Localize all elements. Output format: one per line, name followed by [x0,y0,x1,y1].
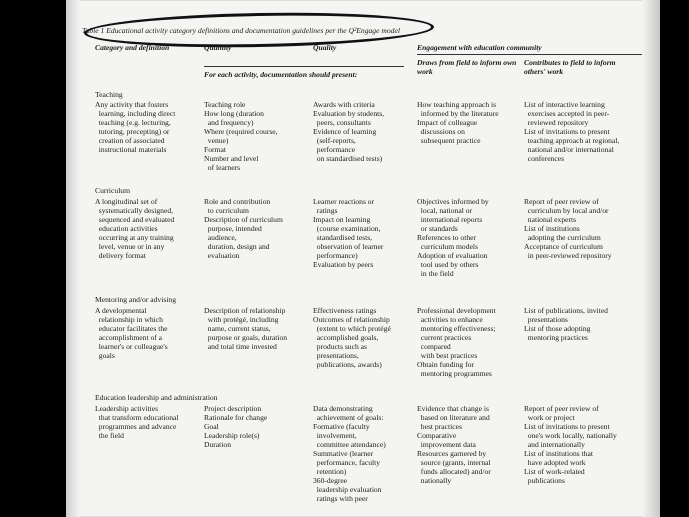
curriculum-category: A longitudinal set of systematically designed, sequenced and evaluated education activities occurring at any training level, venue or in any delivery format [95,197,175,260]
header-quality: Quality [313,43,337,52]
curriculum-quality: Learner reactions or ratings Impact on learning (course examination, standardised tests, observation of learner performance) Evaluation by peers [313,197,384,269]
teaching-quantity: Teaching role How long (duration and frequency) Where (required course, venue) Format Number and level of learners [204,100,278,172]
teaching-contributes: List of interactive learning exercises accepted in peer- reviewed repository List of invitations to present teaching approach at regional, national and/or international conferences [524,100,620,163]
header-for-each: For each activity, documentation should present: [204,70,358,79]
mentoring-category: A developmental relationship in which educator facilitates the accomplishment of a learner's or colleague's goals [95,306,168,360]
mentoring-quantity: Description of relationship with protégé, including name, current status, purpose or goals, duration and total time invested [204,306,288,351]
header-draws: Draws from field to inform own work [417,58,517,76]
quantity-rule [204,66,404,67]
leadership-draws: Evidence that change is based on literature and best practices Comparative improvement data Resources garnered by source (grants, internal funds allocated) and/or nationally [417,404,491,485]
leadership-contributes: Report of peer review of work or project List of invitations to present one's work locally, nationally and internationally List of institutions that have adopted work List of work-related publications [524,404,617,485]
leadership-quality: Data demonstrating achievement of goals: Formative (faculty involvement, committee attendance) Summative (learner performance, faculty retention) 360-degree leadership evaluation ratings with peer [313,404,386,503]
teaching-draws: How teaching approach is informed by the literature Impact of colleague discussions on subsequent practice [417,100,499,145]
table-title: Table 1 Educational activity category definitions and documentation guidelines per the Q²Engage model [82,26,400,35]
header-contributes: Contributes to field to inform others' work [524,58,616,76]
mentoring-quality: Effectiveness ratings Outcomes of relationship (extent to which protégé accomplished goals, products such as presentations, publications, awards) [313,306,391,369]
engagement-rule [417,54,643,55]
section-title-curriculum: Curriculum [95,186,131,195]
mentoring-draws: Professional development activities to enhance mentoring effectiveness; current practices compared with best practices Obtain funding for mentoring programmes [417,306,496,378]
section-title-leadership: Education leadership and administration [95,393,218,402]
section-title-mentoring: Mentoring and/or advising [95,295,176,304]
leadership-quantity: Project description Rationale for change Goal Leadership role(s) Duration [204,404,268,449]
curriculum-quantity: Role and contribution to curriculum Description of curriculum purpose, intended audience, duration, design and evaluation [204,197,283,260]
leadership-category: Leadership activities that transform educational programmes and advance the field [95,404,179,440]
teaching-quality: Awards with criteria Evaluation by students, peers, consultants Evidence of learning (self-reports, performance on standardised tests) [313,100,385,163]
header-category: Category and definition [95,43,170,52]
mentoring-contributes: List of publications, invited presentations List of those adopting mentoring practices [524,306,608,342]
header-engagement: Engagement with education community [417,43,542,52]
curriculum-draws: Objectives informed by local, national or international reports or standards References to other curriculum models Adoption of evaluation tool used by others in the field [417,197,489,278]
teaching-category: Any activity that fosters learning, including direct teaching (e.g. lecturing, tutoring, precepting) or creation of associated instructional materials [95,100,176,154]
curriculum-contributes: Report of peer review of curriculum by local and/or national experts List of institutions adopting the curriculum Acceptance of curriculum in peer-reviewed repository [524,197,612,260]
header-quantity: Quantity [204,43,232,52]
section-title-teaching: Teaching [95,90,123,99]
scanned-page [66,0,660,517]
